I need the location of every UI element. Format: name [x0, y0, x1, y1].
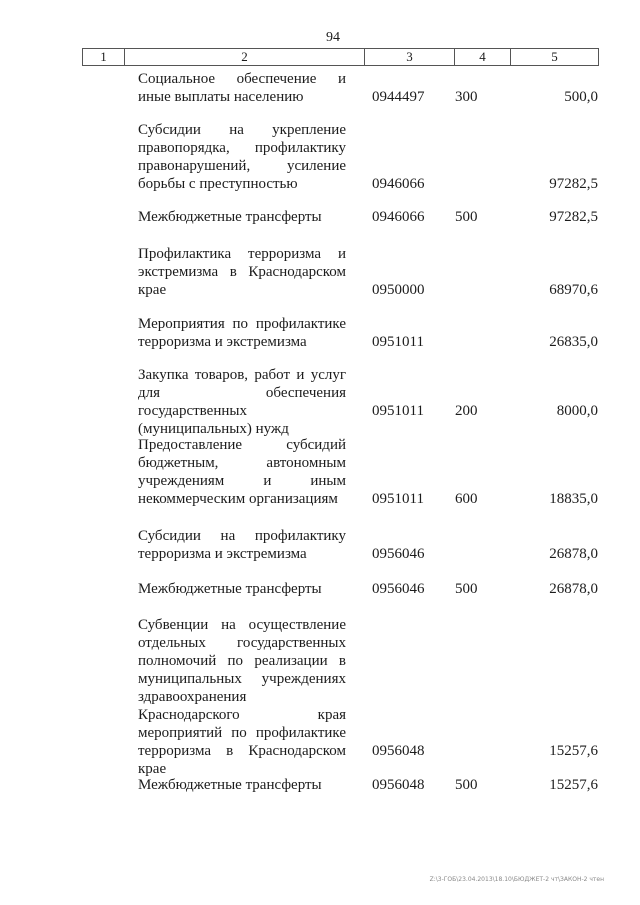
row-code: 0946066 — [372, 209, 425, 225]
column-header-4: 4 — [455, 49, 511, 65]
row-amount: 15257,6 — [549, 777, 598, 793]
row-name: Закупка товаров, работ и услуг для обеспечения государственных (муниципальных) нужд — [138, 367, 346, 437]
column-header-3: 3 — [365, 49, 455, 65]
row-name: Субсидии на профилактику терроризма и экстремизма — [138, 528, 346, 562]
row-code: 0944497 — [372, 89, 425, 105]
footer-file-path: Z:\3-ГОБ\23.04.2013\18.10\БЮДЖЕТ-2 чт\ЗАКОН-2 чтен — [429, 876, 604, 883]
row-amount: 26878,0 — [549, 546, 598, 562]
row-type: 500 — [455, 581, 478, 597]
row-amount: 26878,0 — [549, 581, 598, 597]
row-amount: 26835,0 — [549, 334, 598, 350]
column-header-row — [82, 48, 599, 66]
row-amount: 97282,5 — [549, 209, 598, 225]
row-type: 600 — [455, 491, 478, 507]
row-name: Межбюджетные трансферты — [138, 209, 322, 225]
row-name: Социальное обеспечение и иные выплаты населению — [138, 71, 346, 105]
column-header-5: 5 — [551, 49, 558, 64]
row-name: Мероприятия по профилактике терроризма и экстремизма — [138, 316, 346, 350]
row-type: 300 — [455, 89, 478, 105]
row-name: Профилактика терроризма и экстремизма в Краснодарском крае — [138, 246, 346, 298]
column-header-2: 2 — [125, 49, 365, 65]
row-type: 200 — [455, 403, 478, 419]
row-type: 500 — [455, 209, 478, 225]
row-code: 0946066 — [372, 176, 425, 192]
row-amount: 68970,6 — [549, 282, 598, 298]
row-amount: 8000,0 — [556, 403, 598, 419]
row-code: 0956048 — [372, 777, 425, 793]
row-name: Субвенции на осуществление отдельных государственных полномочий по реализации в муниципальных учреждениях здравоохранения Краснодарского края мероприятий по профилактике терроризма в Краснодарском крае — [138, 617, 346, 777]
row-name: Межбюджетные трансферты — [138, 581, 322, 597]
row-code: 0956048 — [372, 743, 425, 759]
row-code: 0956046 — [372, 546, 425, 562]
row-name: Субсидии на укрепление правопорядка, профилактику правонарушений, усиление борьбы с преступностью — [138, 122, 346, 192]
row-code: 0951011 — [372, 491, 424, 507]
row-type: 500 — [455, 777, 478, 793]
page-number: 94 — [326, 30, 340, 45]
column-header-1: 1 — [83, 49, 125, 65]
row-amount: 97282,5 — [549, 176, 598, 192]
row-code: 0951011 — [372, 403, 424, 419]
row-name: Межбюджетные трансферты — [138, 777, 322, 793]
row-code: 0951011 — [372, 334, 424, 350]
row-name: Предоставление субсидий бюджетным, автономным учреждениям и иным некоммерческим организациям — [138, 437, 346, 507]
row-amount: 500,0 — [564, 89, 598, 105]
row-amount: 15257,6 — [549, 743, 598, 759]
row-code: 0950000 — [372, 282, 425, 298]
row-amount: 18835,0 — [549, 491, 598, 507]
row-code: 0956046 — [372, 581, 425, 597]
